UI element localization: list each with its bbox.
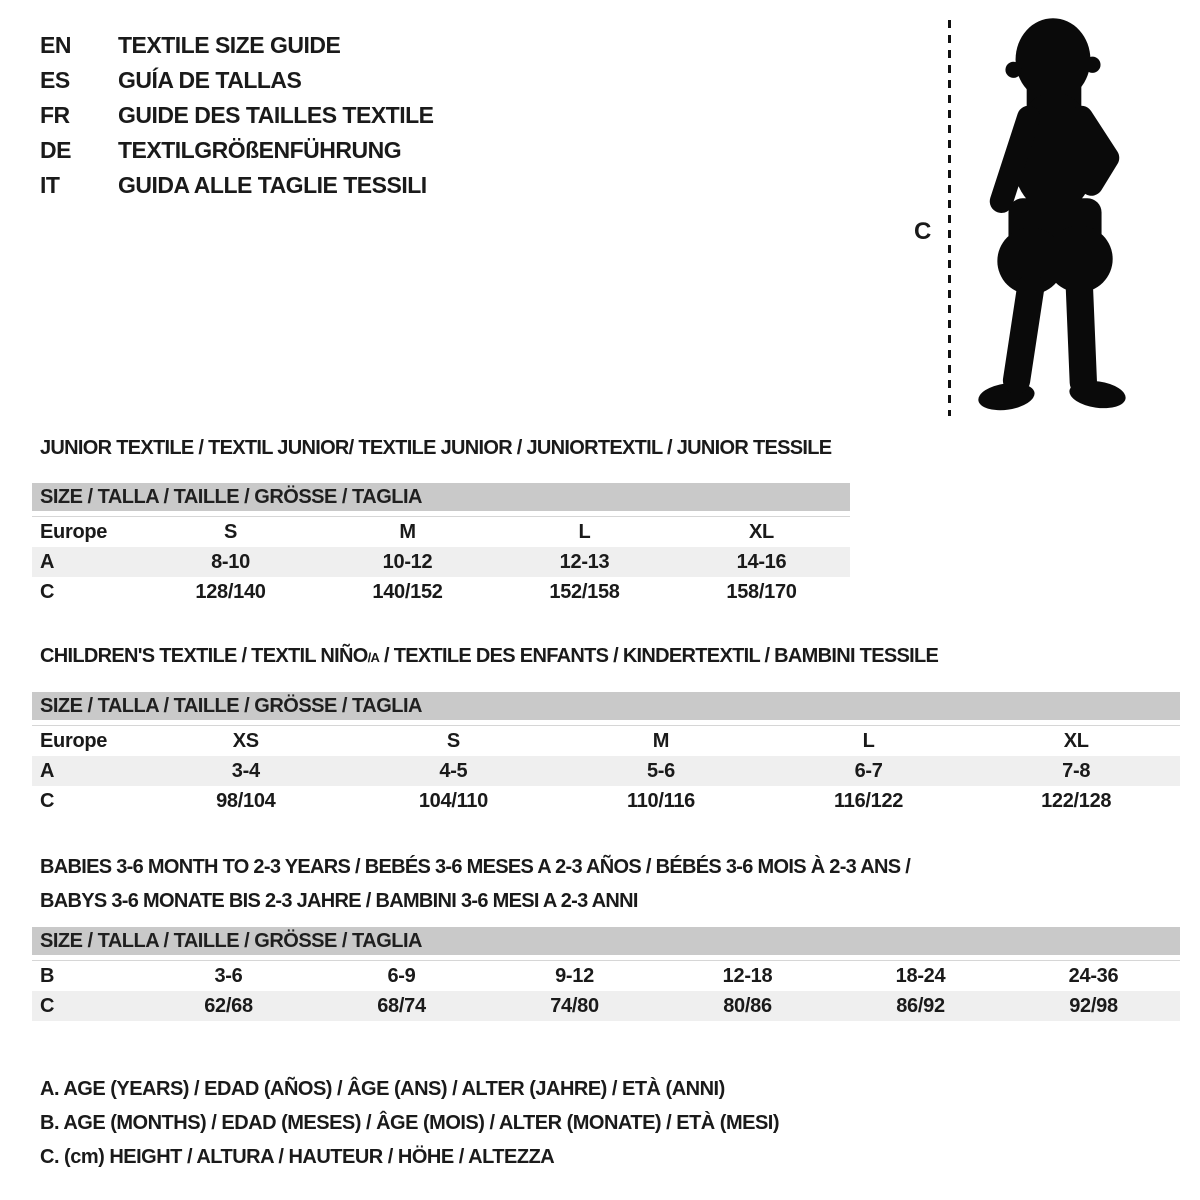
table-cell: XL xyxy=(749,520,774,543)
row-label: C xyxy=(40,580,55,603)
table-row-height xyxy=(32,577,850,607)
table-cell: XL xyxy=(1063,729,1089,752)
lang-row-fr xyxy=(40,98,434,133)
table-row-age xyxy=(32,547,850,577)
babies-table xyxy=(32,960,1180,1021)
title-part: / TEXTILE DES ENFANTS / KINDERTEXTIL / BAMBINI TESSILE xyxy=(379,645,939,667)
lang-code: FR xyxy=(40,102,70,128)
table-cell: 140/152 xyxy=(372,580,443,603)
section-title xyxy=(32,644,1180,670)
lang-row-de xyxy=(40,133,434,168)
lang-row-it xyxy=(40,168,434,203)
section-childrens-textile xyxy=(32,644,1180,816)
section-title: JUNIOR TEXTILE / TEXTIL JUNIOR/ TEXTILE JUNIOR / JUNIORTEXTIL / JUNIOR TESSILE xyxy=(40,437,832,459)
table-row-age xyxy=(32,756,1180,786)
legend-line-b: B. AGE (MONTHS) / EDAD (MESES) / ÂGE (MOIS) / ALTER (MONATE) / ETÀ (MESI) xyxy=(40,1112,780,1134)
language-title-list xyxy=(40,28,434,203)
height-measure-dashed-line xyxy=(948,20,951,416)
size-header-bar: SIZE / TALLA / TAILLE / GRÖSSE / TAGLIA xyxy=(32,927,1180,955)
title-line-1: BABIES 3-6 MONTH TO 2-3 YEARS / BEBÉS 3-6 MESES A 2-3 AÑOS / BÉBÉS 3-6 MOIS À 2-3 ANS / xyxy=(40,856,911,878)
table-cell: 74/80 xyxy=(550,994,599,1017)
table-row-europe xyxy=(32,726,1180,756)
baby-toddler-silhouette-icon xyxy=(968,14,1140,419)
table-cell: L xyxy=(578,520,591,543)
table-cell: 9-12 xyxy=(555,964,594,987)
legend-line-c: C. (cm) HEIGHT / ALTURA / HAUTEUR / HÖHE / ALTEZZA xyxy=(40,1146,555,1168)
table-cell: 6-9 xyxy=(387,964,416,987)
table-cell: 12-18 xyxy=(722,964,773,987)
section-babies-textile xyxy=(32,850,1180,1021)
lang-title: GUÍA DE TALLAS xyxy=(118,67,302,93)
lang-title: TEXTILGRÖßENFÜHRUNG xyxy=(118,137,402,163)
table-cell: 6-7 xyxy=(854,759,883,782)
row-label: A xyxy=(40,759,55,782)
row-label: C xyxy=(40,789,55,812)
row-label: B xyxy=(40,964,55,987)
title-line-2: BABYS 3-6 MONATE BIS 2-3 JAHRE / BAMBINI 3-6 MESI A 2-3 ANNI xyxy=(40,890,638,912)
lang-code: IT xyxy=(40,172,60,198)
table-cell: 152/158 xyxy=(549,580,620,603)
measurement-legend xyxy=(40,1072,779,1174)
row-label: A xyxy=(40,550,55,573)
legend-line-a: A. AGE (YEARS) / EDAD (AÑOS) / ÂGE (ANS) / ALTER (JAHRE) / ETÀ (ANNI) xyxy=(40,1078,725,1100)
table-row-height xyxy=(32,786,1180,816)
table-cell: L xyxy=(862,729,875,752)
table-cell: 92/98 xyxy=(1069,994,1118,1017)
table-cell: 98/104 xyxy=(216,789,276,812)
table-cell: 10-12 xyxy=(382,550,433,573)
table-cell: 128/140 xyxy=(195,580,266,603)
height-figure xyxy=(912,14,1162,426)
lang-code: EN xyxy=(40,32,71,58)
table-row-age-months xyxy=(32,961,1180,991)
table-cell: 3-6 xyxy=(214,964,243,987)
title-part: CHILDREN'S TEXTILE / TEXTIL NIÑO xyxy=(40,645,368,667)
children-table xyxy=(32,725,1180,816)
row-label: Europe xyxy=(40,520,108,543)
table-cell: M xyxy=(399,520,416,543)
table-cell: 4-5 xyxy=(439,759,468,782)
table-cell: 116/122 xyxy=(834,789,904,812)
lang-code: ES xyxy=(40,67,70,93)
table-cell: 3-4 xyxy=(231,759,260,782)
table-cell: S xyxy=(223,520,238,543)
table-cell: 14-16 xyxy=(736,550,787,573)
table-cell: 24-36 xyxy=(1068,964,1119,987)
table-row-europe xyxy=(32,517,850,547)
title-subscript: /A xyxy=(367,650,380,665)
lang-title: GUIDA ALLE TAGLIE TESSILI xyxy=(118,172,427,198)
height-label-c: C xyxy=(914,218,932,245)
table-cell: M xyxy=(652,729,670,752)
size-header-bar: SIZE / TALLA / TAILLE / GRÖSSE / TAGLIA xyxy=(32,483,850,511)
table-cell: 68/74 xyxy=(377,994,426,1017)
lang-row-es xyxy=(40,63,434,98)
table-cell: 110/116 xyxy=(626,789,695,812)
table-cell: S xyxy=(446,729,460,752)
table-cell: XS xyxy=(232,729,259,752)
table-cell: 158/170 xyxy=(726,580,797,603)
table-cell: 18-24 xyxy=(895,964,946,987)
table-cell: 7-8 xyxy=(1062,759,1091,782)
table-cell: 80/86 xyxy=(723,994,772,1017)
table-cell: 62/68 xyxy=(204,994,253,1017)
table-cell: 104/110 xyxy=(418,789,488,812)
lang-row-en xyxy=(40,28,434,63)
section-title xyxy=(32,850,1180,918)
table-row-height xyxy=(32,991,1180,1021)
table-cell: 86/92 xyxy=(896,994,945,1017)
table-cell: 5-6 xyxy=(646,759,675,782)
table-cell: 8-10 xyxy=(211,550,250,573)
table-cell: 122/128 xyxy=(1041,789,1112,812)
lang-code: DE xyxy=(40,137,71,163)
junior-table xyxy=(32,516,850,607)
row-label: C xyxy=(40,994,55,1017)
row-label: Europe xyxy=(40,729,108,752)
table-cell: 12-13 xyxy=(559,550,610,573)
section-junior-textile xyxy=(32,436,850,607)
size-header-bar: SIZE / TALLA / TAILLE / GRÖSSE / TAGLIA xyxy=(32,692,1180,720)
lang-title: TEXTILE SIZE GUIDE xyxy=(118,32,341,58)
lang-title: GUIDE DES TAILLES TEXTILE xyxy=(118,102,434,128)
